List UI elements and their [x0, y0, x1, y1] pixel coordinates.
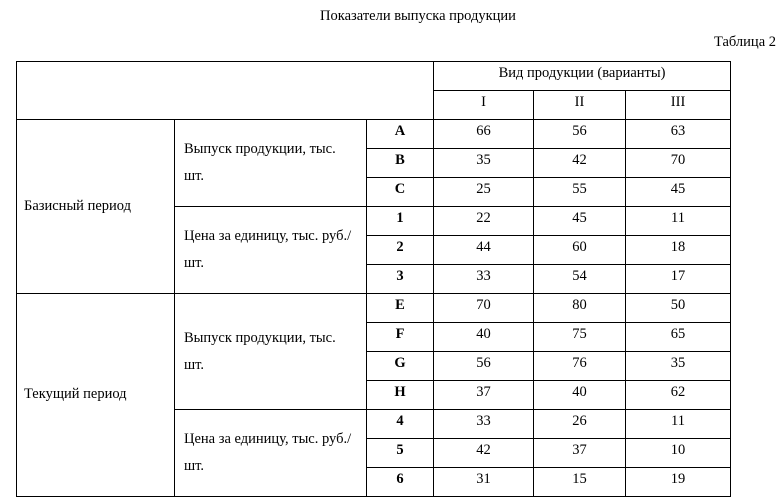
- period-label-base: Базисный период: [17, 120, 175, 294]
- value-cell: 54: [534, 265, 626, 294]
- value-cell: 60: [534, 236, 626, 265]
- value-cell: 25: [434, 178, 534, 207]
- value-cell: 45: [626, 178, 731, 207]
- value-cell: 37: [434, 381, 534, 410]
- indicator-label: Цена за единицу, тыс. руб./шт.: [175, 207, 367, 294]
- row-code: 1: [367, 207, 434, 236]
- header-variant-1: I: [434, 91, 534, 120]
- row-code: C: [367, 178, 434, 207]
- row-code: H: [367, 381, 434, 410]
- value-cell: 80: [534, 294, 626, 323]
- value-cell: 63: [626, 120, 731, 149]
- value-cell: 70: [434, 294, 534, 323]
- value-cell: 33: [434, 410, 534, 439]
- value-cell: 18: [626, 236, 731, 265]
- value-cell: 56: [434, 352, 534, 381]
- value-cell: 70: [626, 149, 731, 178]
- value-cell: 11: [626, 410, 731, 439]
- row-code: F: [367, 323, 434, 352]
- value-cell: 11: [626, 207, 731, 236]
- value-cell: 40: [434, 323, 534, 352]
- value-cell: 65: [626, 323, 731, 352]
- value-cell: 35: [434, 149, 534, 178]
- period-label-current: Текущий период: [17, 294, 175, 497]
- value-cell: 40: [534, 381, 626, 410]
- production-table: [16, 61, 731, 497]
- value-cell: 44: [434, 236, 534, 265]
- row-code: 4: [367, 410, 434, 439]
- value-cell: 75: [534, 323, 626, 352]
- value-cell: 42: [434, 439, 534, 468]
- header-empty-cell: [17, 62, 434, 120]
- table-number-label: Таблица 2: [713, 34, 776, 50]
- indicator-label: Выпуск продукции, тыс. шт.: [175, 294, 367, 410]
- row-code: 5: [367, 439, 434, 468]
- value-cell: 45: [534, 207, 626, 236]
- value-cell: 10: [626, 439, 731, 468]
- table-row: [17, 120, 731, 149]
- value-cell: 50: [626, 294, 731, 323]
- value-cell: 26: [534, 410, 626, 439]
- indicator-label: Цена за единицу, тыс. руб./шт.: [175, 410, 367, 497]
- row-code: 6: [367, 468, 434, 497]
- value-cell: 62: [626, 381, 731, 410]
- row-code: G: [367, 352, 434, 381]
- row-code: E: [367, 294, 434, 323]
- indicator-label: Выпуск продукции, тыс. шт.: [175, 120, 367, 207]
- value-cell: 56: [534, 120, 626, 149]
- value-cell: 55: [534, 178, 626, 207]
- row-code: 2: [367, 236, 434, 265]
- value-cell: 76: [534, 352, 626, 381]
- header-variant-3: III: [626, 91, 731, 120]
- value-cell: 17: [626, 265, 731, 294]
- value-cell: 66: [434, 120, 534, 149]
- value-cell: 42: [534, 149, 626, 178]
- value-cell: 33: [434, 265, 534, 294]
- value-cell: 22: [434, 207, 534, 236]
- value-cell: 19: [626, 468, 731, 497]
- header-product-type: Вид продукции (варианты): [434, 62, 731, 91]
- row-code: A: [367, 120, 434, 149]
- value-cell: 31: [434, 468, 534, 497]
- header-variant-2: II: [534, 91, 626, 120]
- value-cell: 15: [534, 468, 626, 497]
- row-code: 3: [367, 265, 434, 294]
- value-cell: 37: [534, 439, 626, 468]
- table-title: Показатели выпуска продукции: [320, 8, 516, 24]
- table-row: [17, 294, 731, 323]
- row-code: B: [367, 149, 434, 178]
- value-cell: 35: [626, 352, 731, 381]
